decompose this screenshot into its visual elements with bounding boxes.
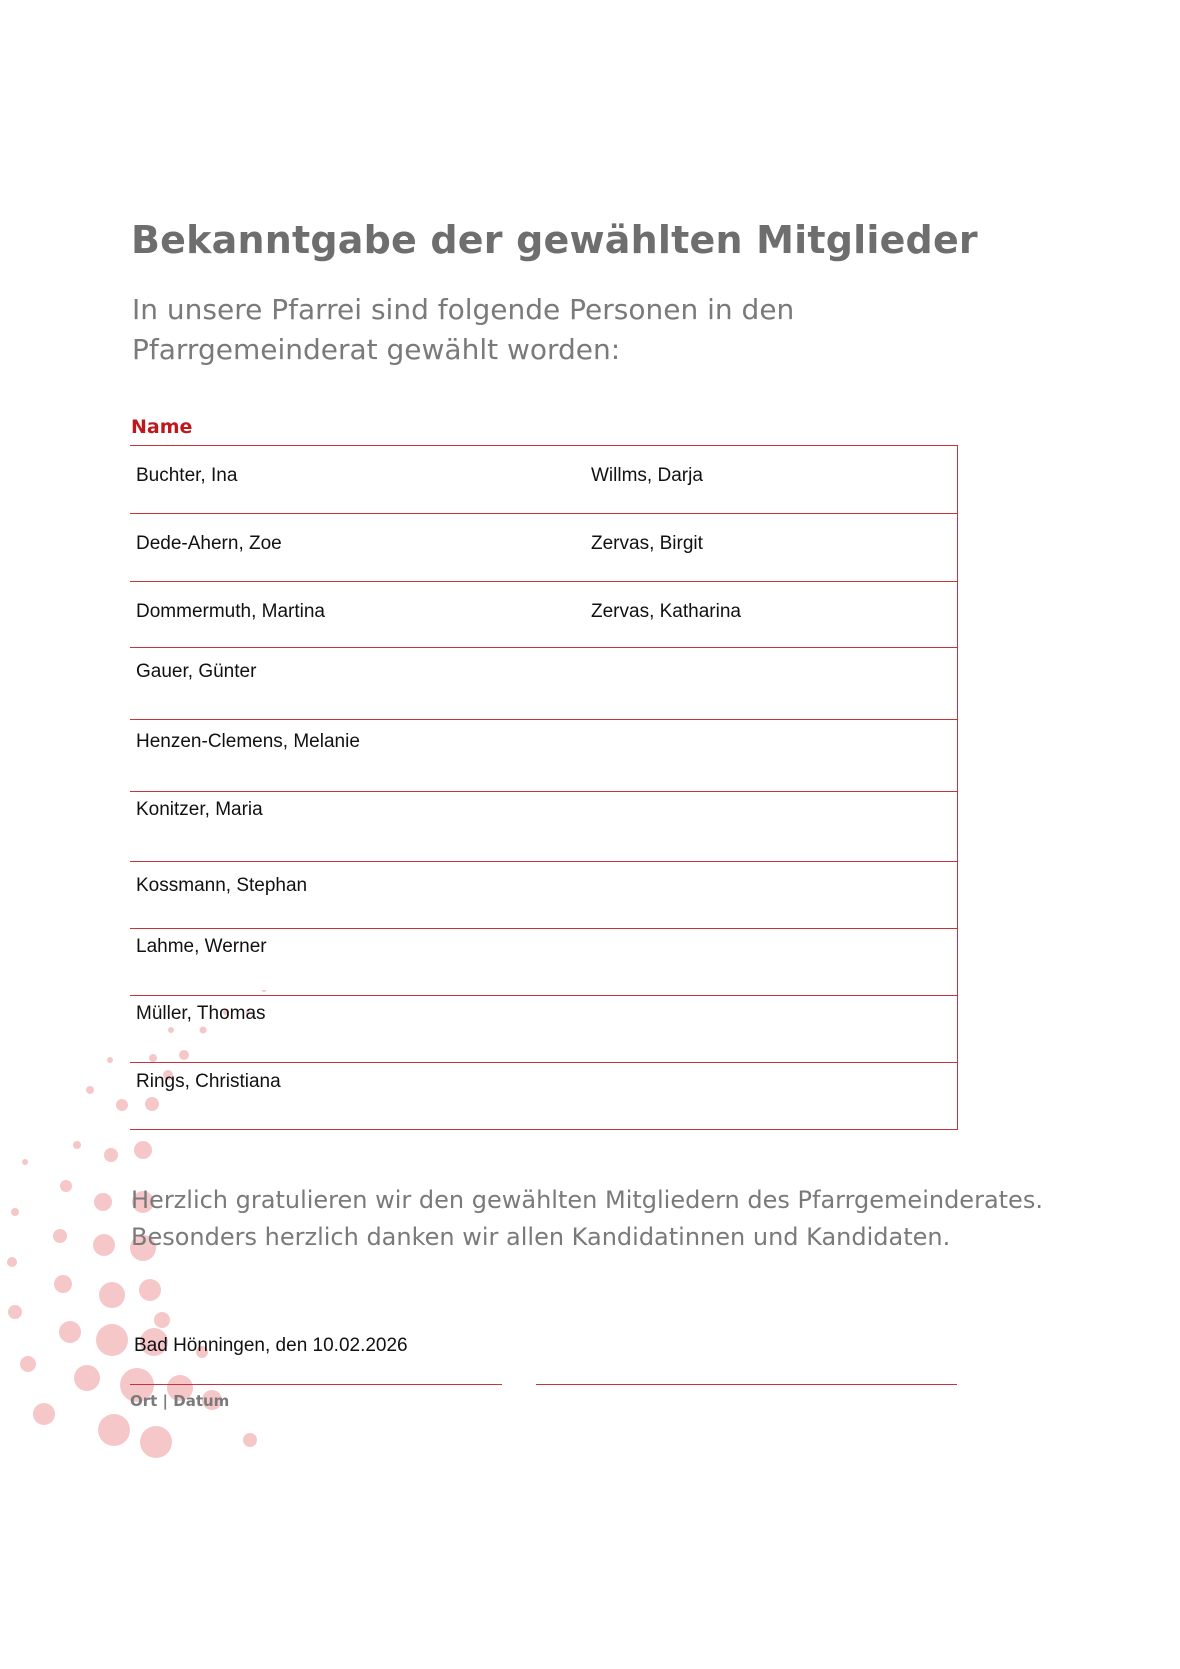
page-title: Bekanntgabe der gewählten Mitglieder <box>131 218 978 262</box>
place-date-label: Ort | Datum <box>130 1392 230 1410</box>
member-name: Henzen-Clemens, Melanie <box>136 731 360 752</box>
table-row <box>130 720 957 792</box>
member-name: Lahme, Werner <box>136 936 267 957</box>
member-name: Zervas, Birgit <box>591 533 703 554</box>
closing-line-2: Besonders herzlich danken wir allen Kandidatinnen und Kandidaten. <box>131 1223 951 1251</box>
table-row <box>130 446 957 514</box>
table-row <box>130 514 957 582</box>
closing-text <box>131 1182 1091 1256</box>
member-name: Kossmann, Stephan <box>136 875 308 896</box>
member-name: Zervas, Katharina <box>591 601 741 622</box>
table-row <box>130 792 957 862</box>
place-date-line <box>130 1384 502 1385</box>
members-table <box>130 445 958 1130</box>
place-date-value: Bad Hönningen, den 10.02.2026 <box>134 1335 408 1356</box>
table-row <box>130 996 957 1063</box>
name-column-header: Name <box>131 416 193 438</box>
member-name: Dommermuth, Martina <box>136 601 325 622</box>
member-name: Rings, Christiana <box>136 1071 281 1092</box>
closing-line-1: Herzlich gratulieren wir den gewählten Mitgliedern des Pfarrgemeinderates. <box>131 1186 1043 1214</box>
table-row <box>130 648 957 720</box>
intro-line-1: In unsere Pfarrei sind folgende Personen in den <box>132 293 795 326</box>
signature-line <box>536 1384 957 1385</box>
member-name: Konitzer, Maria <box>136 799 263 820</box>
intro-line-2: Pfarrgemeinderat gewählt worden: <box>132 333 621 366</box>
table-row <box>130 862 957 929</box>
member-name: Gauer, Günter <box>136 661 257 682</box>
member-name: Müller, Thomas <box>136 1003 266 1024</box>
intro-text <box>132 290 832 370</box>
table-row <box>130 929 957 996</box>
member-name: Dede-Ahern, Zoe <box>136 533 282 554</box>
table-row <box>130 582 957 648</box>
member-name: Willms, Darja <box>591 465 703 486</box>
table-row <box>130 1063 957 1130</box>
member-name: Buchter, Ina <box>136 465 238 486</box>
